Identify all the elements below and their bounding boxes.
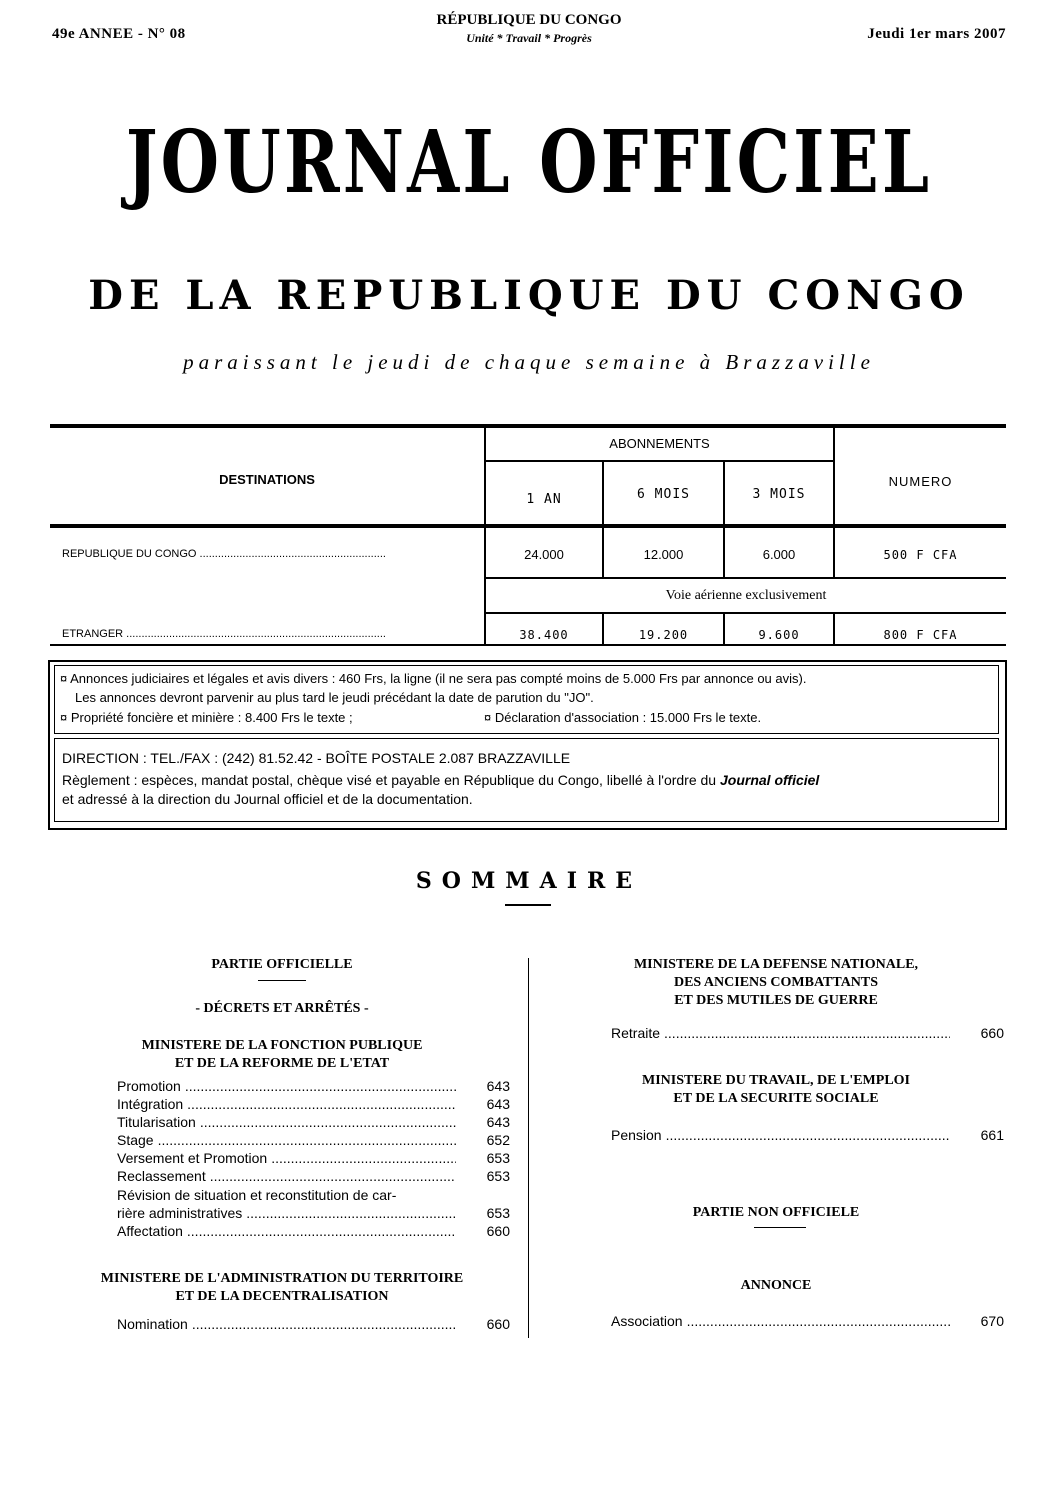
toc-label: Versement et Promotion: [117, 1150, 268, 1166]
destinations-header: DESTINATIONS: [219, 472, 315, 487]
numero-congo: 500 F CFA: [883, 548, 958, 562]
toc-label: Intégration: [117, 1096, 184, 1112]
toc-label: Affectation: [117, 1223, 183, 1239]
price-etranger-6mois: 19.200: [638, 628, 689, 642]
numero-header: NUMERO: [888, 474, 953, 489]
ministry-fonction-publique-line2: ET DE LA REFORME DE L'ETAT: [174, 1056, 390, 1071]
decrets-arretes: - DÉCRETS ET ARRÊTÉS -: [195, 1001, 369, 1016]
toc-item-titularisation[interactable]: [117, 1114, 510, 1130]
toc-leader: [185, 1078, 456, 1094]
toc-leader: [210, 1168, 456, 1184]
toc-label: Association: [611, 1313, 683, 1329]
issue-date: Jeudi 1er mars 2007: [867, 26, 1006, 42]
toc-leader: [158, 1132, 456, 1148]
sommaire-underline: [505, 904, 551, 906]
destination-etranger: ETRANGER .....................................................................................: [62, 628, 386, 640]
toc-leader: [200, 1114, 456, 1130]
ministry-fonction-publique-line1: MINISTERE DE LA FONCTION PUBLIQUE: [141, 1038, 423, 1053]
announcements-rate: ¤ Annonces judiciaires et légales et avis divers : 460 Frs, la ligne (il ne sera pas compté moins de 5.000 Frs par annonce ou avis).: [60, 671, 807, 686]
journal-officiel-name: Journal officiel: [720, 772, 820, 788]
toc-label: Retraite: [611, 1025, 661, 1041]
toc-item-integration[interactable]: [117, 1096, 510, 1112]
toc-label: Promotion: [117, 1078, 181, 1094]
toc-item-affectation[interactable]: [117, 1223, 510, 1239]
journal-tagline: paraissant le jeudi de chaque semaine à Brazzaville: [183, 350, 875, 374]
toc-item-retraite[interactable]: [611, 1025, 1004, 1041]
ministry-defense-line1: MINISTERE DE LA DEFENSE NATIONALE,: [633, 957, 919, 972]
property-rate: ¤ Propriété foncière et minière : 8.400 Frs le texte ;: [60, 710, 353, 725]
ministry-travail: [548, 1072, 1004, 1108]
destination-congo: REPUBLIQUE DU CONGO .............................................................: [62, 548, 386, 560]
toc-leader: [271, 1150, 456, 1166]
toc-page: 643: [486, 1114, 510, 1130]
toc-leader: [246, 1205, 456, 1221]
toc-page: 653: [486, 1150, 510, 1166]
partie-non-officielle: PARTIE NON OFFICIELE: [692, 1205, 860, 1220]
toc-label: Révision de situation et reconstitution de car-: [117, 1187, 397, 1203]
toc-label: Reclassement: [117, 1168, 206, 1184]
toc-item-stage[interactable]: [117, 1132, 510, 1148]
association-rate: ¤ Déclaration d'association : 15.000 Frs le texte.: [484, 710, 762, 725]
journal-title: JOURNAL OFFICIEL: [125, 112, 933, 213]
ministry-administration-line2: ET DE LA DECENTRALISATION: [175, 1289, 389, 1304]
issue-number: 49e ANNEE - N° 08: [52, 26, 186, 42]
air-mail-note: Voie aérienne exclusivement: [665, 588, 827, 603]
ministry-administration-line1: MINISTERE DE L'ADMINISTRATION DU TERRITOIRE: [100, 1271, 464, 1286]
toc-label: rière administratives: [117, 1205, 243, 1221]
price-congo-1an: 24.000: [524, 547, 564, 562]
period-1-an: 1 AN: [526, 492, 562, 507]
toc-item-versement[interactable]: [117, 1150, 510, 1166]
toc-label: Stage: [117, 1132, 154, 1148]
partie-officielle: PARTIE OFFICIELLE: [211, 957, 353, 972]
partie-non-officielle-rule: [754, 1227, 806, 1228]
toc-leader: [192, 1316, 456, 1332]
ministry-travail-line1: MINISTERE DU TRAVAIL, DE L'EMPLOI: [641, 1073, 910, 1088]
numero-etranger: 800 F CFA: [883, 628, 958, 642]
price-congo-3mois: 6.000: [762, 547, 796, 562]
partie-officielle-rule: [258, 980, 306, 981]
price-congo-6mois: 12.000: [643, 547, 684, 562]
sommaire-title: SOMMAIRE: [415, 868, 643, 894]
toc-label: Pension: [611, 1127, 662, 1143]
toc-page: 660: [980, 1025, 1004, 1041]
toc-page: 643: [486, 1096, 510, 1112]
toc-page: 660: [486, 1223, 510, 1239]
ministry-defense-line2: DES ANCIENS COMBATTANTS: [673, 975, 879, 990]
toc-leader: [664, 1025, 950, 1041]
toc-item-association[interactable]: [611, 1313, 1004, 1329]
abonnements-header: ABONNEMENTS: [609, 436, 710, 451]
toc-item-promotion[interactable]: [117, 1078, 510, 1094]
column-divider: [528, 958, 529, 1338]
payment-terms: [62, 772, 992, 789]
journal-subtitle: DE LA REPUBLIQUE DU CONGO: [88, 272, 970, 319]
toc-item-nomination[interactable]: [117, 1316, 510, 1332]
price-etranger-3mois: 9.600: [758, 628, 800, 642]
republic-name: RÉPUBLIQUE DU CONGO: [436, 12, 622, 28]
toc-item-reclassement[interactable]: [117, 1168, 510, 1184]
ministry-fonction-publique: [60, 1037, 504, 1073]
toc-item-revision[interactable]: [117, 1205, 510, 1221]
toc-leader: [187, 1096, 456, 1112]
toc-page: 652: [486, 1132, 510, 1148]
national-motto: Unité * Travail * Progrès: [466, 31, 592, 45]
toc-label: Nomination: [117, 1316, 188, 1332]
ministry-defense: [548, 956, 1004, 1010]
toc-page: 661: [980, 1127, 1004, 1143]
ministry-defense-line3: ET DES MUTILES DE GUERRE: [674, 993, 878, 1008]
toc-leader: [187, 1223, 456, 1239]
price-etranger-1an: 38.400: [519, 628, 569, 642]
toc-page: 653: [486, 1205, 510, 1221]
period-6-mois: 6 MOIS: [637, 487, 690, 502]
direction-contact: DIRECTION : TEL./FAX : (242) 81.52.42 - BOÎTE POSTALE 2.087 BRAZZAVILLE: [62, 750, 571, 766]
period-3-mois: 3 MOIS: [752, 487, 806, 502]
toc-page: 653: [486, 1168, 510, 1184]
ministry-travail-line2: ET DE LA SECURITE SOCIALE: [673, 1091, 879, 1106]
toc-label: Titularisation: [117, 1114, 196, 1130]
toc-leader: [687, 1313, 950, 1329]
toc-page: 643: [486, 1078, 510, 1094]
toc-leader: [666, 1127, 950, 1143]
toc-item-pension[interactable]: [611, 1127, 1004, 1143]
toc-page: 660: [486, 1316, 510, 1332]
toc-page: 670: [980, 1313, 1004, 1329]
payment-terms-text: Règlement : espèces, mandat postal, chèque visé et payable en République du Congo, libellé à l'ordre du: [62, 772, 717, 788]
ministry-administration: [40, 1270, 524, 1306]
annonce-heading: ANNONCE: [740, 1278, 812, 1293]
payment-address: et adressé à la direction du Journal officiel et de la documentation.: [62, 791, 473, 807]
announcements-deadline: Les annonces devront parvenir au plus tard le jeudi précédant la date de parution du "JO".: [75, 690, 594, 705]
toc-item-revision-line1: [117, 1187, 510, 1203]
